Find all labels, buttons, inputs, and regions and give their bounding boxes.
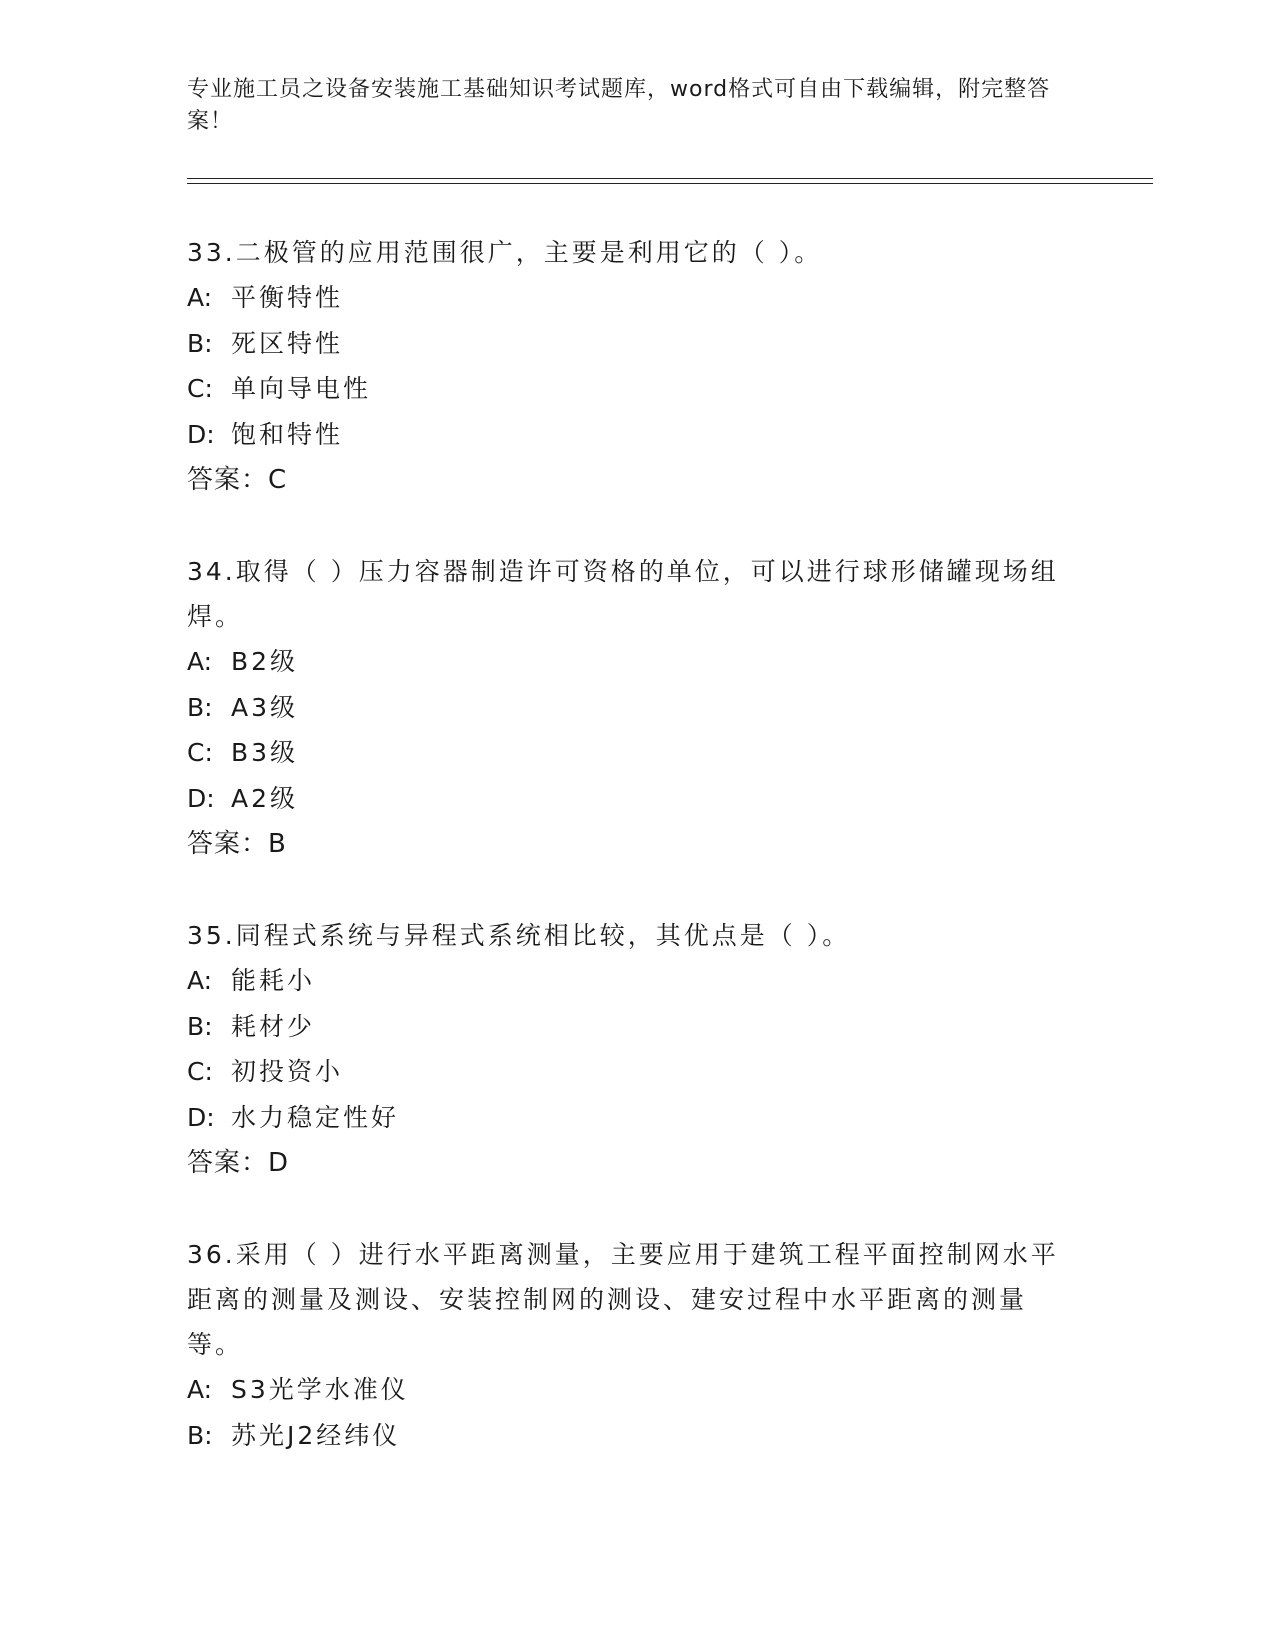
option-text: 平衡特性 (231, 283, 344, 312)
question-34 (187, 549, 1067, 867)
option-text: 能耗小 (231, 966, 316, 995)
option-letter: B: (187, 1420, 213, 1450)
option-text: A3级 (231, 692, 299, 722)
answer-line: 答案：C (187, 465, 288, 495)
question-text: 33.二极管的应用范围很广，主要是利用它的（ ）。 (187, 238, 823, 267)
option-b (187, 1004, 1067, 1050)
option-letter: A: (187, 1375, 213, 1404)
header-divider-bottom (187, 183, 1153, 184)
question-text: 34.取得（ ）压力容器制造许可资格的单位，可以进行球形储罐现场组焊。 (187, 557, 1059, 631)
option-b (187, 1413, 1067, 1459)
option-a (187, 275, 1067, 321)
option-text: 苏光J2经纬仪 (231, 1420, 401, 1450)
option-text: B2级 (231, 647, 299, 676)
option-text: B3级 (231, 738, 299, 767)
option-c (187, 366, 1067, 412)
option-text: 初投资小 (231, 1057, 344, 1086)
option-letter: B: (187, 692, 213, 722)
option-a (187, 958, 1067, 1004)
option-text: A2级 (231, 783, 299, 813)
option-letter: D: (187, 419, 215, 449)
option-text: S3光学水准仪 (231, 1375, 409, 1404)
option-c (187, 1049, 1067, 1095)
document-header: 专业施工员之设备安装施工基础知识考试题库，word格式可自由下载编辑，附完整答案！ (187, 77, 1051, 134)
option-letter: D: (187, 1102, 215, 1132)
option-d (187, 1095, 1067, 1141)
header-divider-top (187, 178, 1153, 179)
option-b (187, 685, 1067, 731)
answer-line: 答案：D (187, 1148, 290, 1178)
option-letter: C: (187, 738, 213, 767)
option-text: 水力稳定性好 (231, 1102, 400, 1132)
option-letter: A: (187, 283, 213, 312)
option-b (187, 321, 1067, 367)
option-a (187, 1367, 1067, 1413)
question-text: 35.同程式系统与异程式系统相比较，其优点是（ ）。 (187, 921, 851, 950)
answer-line: 答案：B (187, 829, 287, 859)
option-d (187, 412, 1067, 458)
option-d (187, 776, 1067, 822)
option-text: 耗材少 (231, 1011, 316, 1041)
question-list (187, 230, 1067, 1504)
option-text: 死区特性 (231, 328, 344, 358)
option-letter: D: (187, 783, 215, 813)
question-33 (187, 230, 1067, 503)
option-letter: A: (187, 647, 213, 676)
option-letter: C: (187, 1057, 213, 1086)
option-text: 饱和特性 (231, 419, 344, 449)
option-c (187, 730, 1067, 776)
option-letter: B: (187, 1011, 213, 1041)
option-letter: A: (187, 966, 213, 995)
option-a (187, 639, 1067, 685)
option-letter: C: (187, 374, 213, 403)
question-35 (187, 913, 1067, 1186)
question-text: 36.采用（ ）进行水平距离测量，主要应用于建筑工程平面控制网水平距离的测量及测设、安装控制网的测设、建安过程中水平距离的测量等。 (187, 1240, 1059, 1359)
question-36 (187, 1232, 1067, 1458)
option-letter: B: (187, 328, 213, 358)
option-text: 单向导电性 (231, 374, 372, 403)
